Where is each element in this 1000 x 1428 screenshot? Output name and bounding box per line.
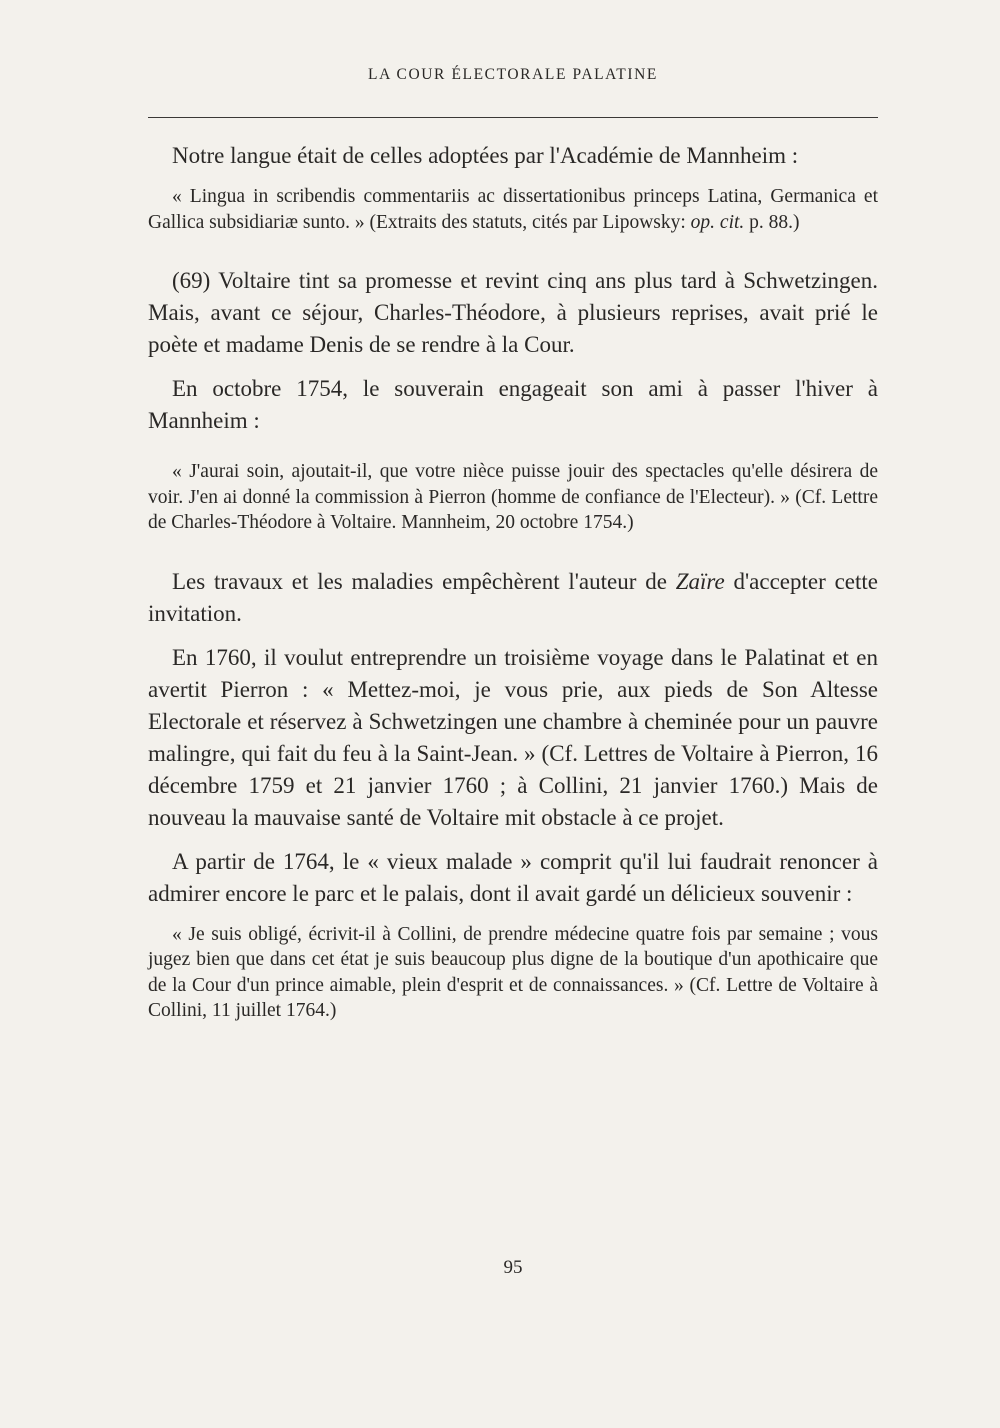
paragraph-octobre: En octobre 1754, le souverain engageait son ami à passer l'hiver à Mannheim :	[148, 376, 878, 433]
paragraph-travaux	[148, 566, 878, 630]
header-rule	[148, 117, 878, 118]
page-body	[148, 140, 878, 1024]
paragraph-travaux-end: d'accepter cette invitation.	[148, 568, 878, 626]
quote-charles-theodore: « J'aurai soin, ajoutait-il, que votre nièce puisse jouir des spectacles qu'elle désirera de voir. J'en ai donné la commission à Pierron (homme de confiance de l'Electeur). » (Cf. Lettre de Charles-Théodore à Voltaire. Mannheim, 20 octobre 1754.)	[148, 461, 878, 533]
quote-statuts	[148, 184, 878, 235]
page-number: 95	[503, 1257, 523, 1278]
paragraph-travaux-start: Les travaux et les maladies empêchèrent l'auteur de	[172, 568, 676, 594]
quote-statuts-text: « Lingua in scribendis commentariis ac dissertationibus princeps Latina, Germanica et Gallica subsidiariæ sunto. » (Extraits des statuts, cités par Lipowsky:	[148, 186, 878, 233]
quote-statuts-end: p. 88.)	[744, 211, 800, 233]
paragraph-travaux-italic: Zaïre	[675, 568, 725, 594]
paragraph-voyage-1760: En 1760, il voulut entreprendre un troisième voyage dans le Palatinat et en avertit Pierron : « Mettez-moi, je vous prie, aux pieds de Son Altesse Electorale et réservez à Schwetzingen une chambre à cheminée pour un pauvre malingre, qui fait du feu à la Saint-Jean. » (Cf. Lettres de Voltaire à Pierron, 16 décembre 1759 et 21 janvier 1760 ; à Collini, 21 janvier 1760.) Mais de nouveau la mauvaise santé de Voltaire mit obstacle à ce projet.	[148, 644, 878, 830]
paragraph-academie: Notre langue était de celles adoptées par l'Académie de Mannheim :	[172, 143, 799, 168]
paragraph-promesse: (69) Voltaire tint sa promesse et revint cinq ans plus tard à Schwetzingen. Mais, avant ce séjour, Charles-Théodore, à plusieurs reprises, avait prié le poète et madame Denis de se rendre à la Cour.	[148, 268, 878, 357]
quote-collini: « Je suis obligé, écrivit-il à Collini, de prendre médecine quatre fois par semaine ; vous jugez bien que dans cet état je suis beaucoup plus digne de la boutique d'un apothicaire que de la Cour d'un prince aimable, plein d'esprit et de connaissances. » (Cf. Lettre de Voltaire à Collini, 11 juillet 1764.)	[148, 923, 878, 1021]
paragraph-vieux-malade: A partir de 1764, le « vieux malade » comprit qu'il lui faudrait renoncer à admirer encore le parc et le palais, dont il avait gardé un délicieux souvenir :	[148, 848, 878, 906]
quote-statuts-italic: op. cit.	[690, 211, 745, 233]
running-head: LA COUR ÉLECTORALE PALATINE	[368, 66, 658, 83]
